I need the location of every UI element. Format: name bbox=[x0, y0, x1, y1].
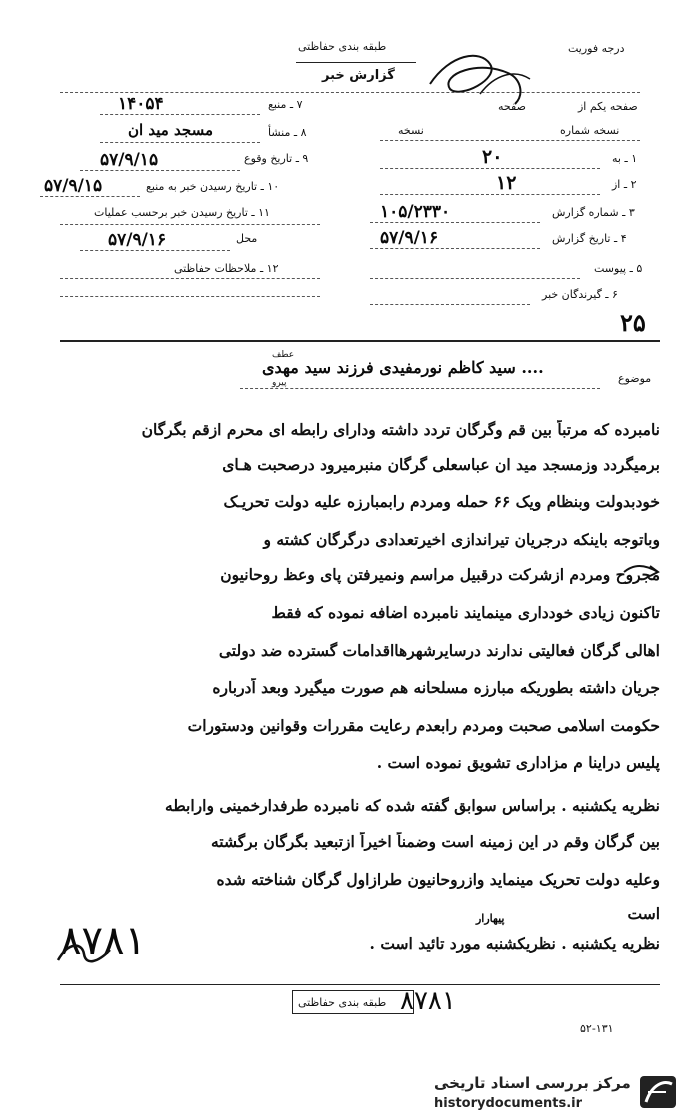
field-label: محل bbox=[236, 232, 258, 245]
body-line: مجروح ومردم ازشرکت درقبیل مراسم ونمیرفتن پای وعظ روحانیون bbox=[220, 565, 660, 584]
footer-divider bbox=[60, 984, 660, 985]
field-value: ۱۲ bbox=[496, 172, 517, 194]
arrow-mark-icon bbox=[622, 560, 662, 584]
report-title: گزارش خبر bbox=[322, 68, 395, 83]
field-value: ۵۷/۹/۱۵ bbox=[100, 150, 159, 170]
field-label: نسخه شماره bbox=[560, 124, 620, 137]
body-line: بین گرگان وقم در این زمینه است وضمناً اخیراً ازتبعید بگرگان برگشته bbox=[210, 832, 660, 851]
field-value: ۱۴۰۵۴ bbox=[118, 94, 164, 114]
subject-text: سید کاظم نورمفیدی فرزند سید مهدی .... bbox=[262, 358, 544, 377]
field-label: ۶ ـ گیرندگان خبر bbox=[542, 288, 618, 301]
field-label: ۱۰ ـ تاریخ رسیدن خبر به منبع bbox=[146, 180, 280, 193]
body-line: نظریه یکشنبه . براساس سوابق گفته شده که نامبرده طرفدارخمینی وارابطه bbox=[165, 796, 660, 815]
field-label: ۸ ـ منشأ bbox=[268, 126, 307, 139]
body-line: نظریه یکشنبه . نظریکشنبه مورد تائید است . bbox=[369, 934, 660, 953]
watermark-name: مرکز بررسی اسناد تاریخی bbox=[434, 1074, 631, 1092]
archive-logo-icon bbox=[636, 1070, 682, 1114]
body-line: نامبرده که مرتباً بین قم وگرگان تردد داشته ودارای رابطه ای محرم ازقم بگرگان bbox=[141, 420, 660, 439]
form-number: ۵۲-۱۳۱ bbox=[580, 1022, 614, 1035]
field-value: مسجد مید ان bbox=[128, 121, 214, 139]
body-line: برمیگردد وزمسجد مید ان عباسعلی گرگان منبرمیرود درصحبت هـای bbox=[222, 455, 660, 474]
field-label: ۲ ـ از bbox=[612, 178, 637, 191]
field-label: ۴ ـ تاریخ گزارش bbox=[552, 232, 627, 245]
classification-underline bbox=[296, 62, 416, 63]
field-value: نسخه bbox=[398, 124, 424, 137]
body-line: وعلیه دولت تحریک مینماید وازروحانیون طرازاول گرگان شناخته شده bbox=[216, 870, 660, 889]
field-label: ۷ ـ منبع bbox=[268, 98, 303, 111]
field-label: ۳ ـ شماره گزارش bbox=[552, 206, 635, 219]
body-line: اهالی گرگان فعالیتی ندارند درسایرشهرهااقدامات گسترده ضد دولتی bbox=[218, 641, 660, 660]
body-line: خودبدولت وبنظام ویک ۶۶ حمله ومردم رابمبارزه علیه دولت تحریـک bbox=[223, 492, 660, 511]
field-label: ۹ ـ تاریخ وقوع bbox=[244, 152, 309, 165]
body-line: است bbox=[627, 904, 660, 923]
field-value: ۲۰ bbox=[482, 146, 503, 168]
classification-top: طبقه بندی حفاظتی bbox=[298, 40, 387, 53]
body-line: تاکنون زیادی خودداری مینمایند نامبرده اضافه نموده که فقط bbox=[271, 603, 660, 622]
watermark-url: historydocuments.ir bbox=[434, 1096, 583, 1111]
body-line: پلیس دراینا م مزاداری تشویق نموده است . bbox=[376, 753, 660, 772]
field-value: ۵۷/۹/۱۵ bbox=[44, 176, 103, 196]
footer-code: ۸۷۸۱ bbox=[400, 986, 456, 1016]
field-value: ۵۷/۹/۱۶ bbox=[108, 230, 167, 250]
margin-number: ۲۵ bbox=[620, 308, 646, 337]
subject-label: موضوع bbox=[618, 372, 652, 385]
footer-classification: طبقه بندی حفاظتی bbox=[298, 996, 387, 1009]
field-label: ۱ ـ به bbox=[612, 152, 638, 165]
field-value: ۱۰۵/۲۳۳۰ bbox=[380, 202, 451, 222]
scribble-mark bbox=[54, 940, 114, 970]
field-label: ۵ ـ پیوست bbox=[594, 262, 643, 275]
watermark bbox=[400, 1060, 700, 1120]
urgency-label: درجه فوریت bbox=[568, 42, 625, 55]
field-label: ۱۱ ـ تاریخ رسیدن خبر برحسب عملیات bbox=[94, 206, 270, 219]
subject-note-top: عطف bbox=[272, 350, 295, 360]
field-value: ۵۷/۹/۱۶ bbox=[380, 228, 439, 248]
field-value: صفحه bbox=[498, 100, 526, 113]
handwritten-code: ۸۷۸۱ bbox=[60, 918, 146, 964]
body-line: وباتوجه باینکه درجریان تیراندازی اخیرتعدادی درگرگان کشته و bbox=[263, 530, 660, 549]
body-margin-note: پیهارار bbox=[476, 912, 505, 925]
field-label: صفحه یکم از bbox=[578, 100, 638, 113]
field-label: ۱۲ ـ ملاحظات حفاظتی bbox=[174, 262, 279, 275]
section-divider bbox=[60, 340, 660, 342]
subject-note-bottom: پیرو bbox=[272, 378, 287, 388]
body-line: حکومت اسلامی صحبت ومردم رابعدم رعایت مقررات وقوانین ودستورات bbox=[187, 716, 660, 735]
body-line: جریان داشته بطوریکه مبارزه مسلحانه هم صورت میگیرد وبعد اًدرباره bbox=[212, 678, 660, 697]
